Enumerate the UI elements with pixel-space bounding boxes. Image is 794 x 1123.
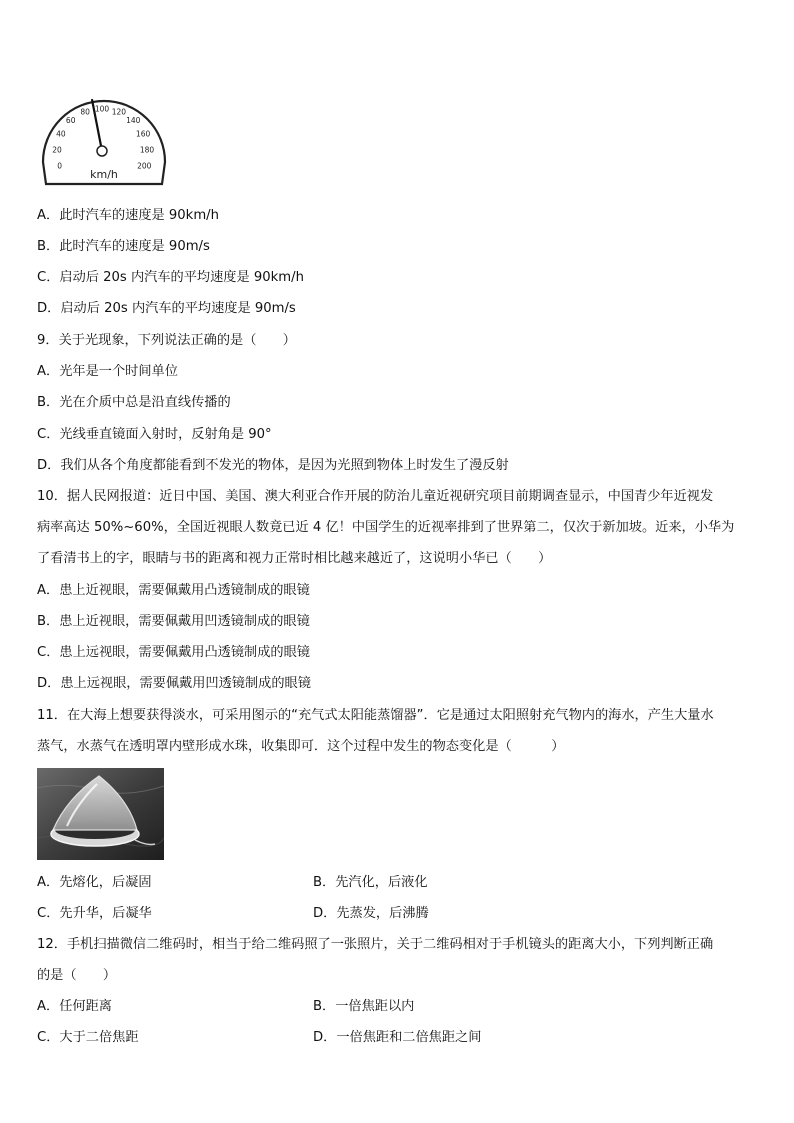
q10-stem-line-3: 了看清书上的字，眼睛与书的距离和视力正常时相比越来越近了，这说明小华已（ ） xyxy=(37,551,552,566)
q8-option-b: B．此时汽车的速度是 90m/s xyxy=(37,239,210,254)
speedometer-tick-label: 100 xyxy=(94,104,110,114)
needle-hub xyxy=(97,146,107,156)
q12-option-d: D．一倍焦距和二倍焦距之间 xyxy=(313,1030,482,1045)
q12-stem-line-1: 12．手机扫描微信二维码时，相当于给二维码照了一张照片，关于二维码相对于手机镜头的距离大小，下列判断正确 xyxy=(37,937,714,952)
q10-stem-line-1: 10．据人民网报道：近日中国、美国、澳大利亚合作开展的防治儿童近视研究项目前期调查显示，中国青少年近视发 xyxy=(37,489,714,504)
q9-stem: 9．关于光现象，下列说法正确的是（ ） xyxy=(37,333,296,348)
q10-stem-line-2: 病率高达 50%~60%，全国近视眼人数竟已近 4 亿！中国学生的近视率排到了世界第二，仅次于新加坡。近来，小华为 xyxy=(37,520,735,535)
q12-option-c: C．大于二倍焦距 xyxy=(37,1030,139,1045)
q10-option-c: C．患上远视眼，需要佩戴用凸透镜制成的眼镜 xyxy=(37,645,310,660)
q10-option-b: B．患上近视眼，需要佩戴用凹透镜制成的眼镜 xyxy=(37,614,310,629)
speedometer-tick-label: 80 xyxy=(80,107,90,117)
q9-option-b: B．光在介质中总是沿直线传播的 xyxy=(37,395,231,410)
q9-option-d: D．我们从各个角度都能看到不发光的物体，是因为光照到物体上时发生了漫反射 xyxy=(37,458,509,473)
q11-stem-line-2: 蒸气，水蒸气在透明罩内壁形成水珠，收集即可．这个过程中发生的物态变化是（ ） xyxy=(37,739,565,754)
q12-option-b: B．一倍焦距以内 xyxy=(313,999,415,1014)
speedometer-tick-label: 160 xyxy=(135,129,151,139)
q11-option-b: B．先汽化，后液化 xyxy=(313,875,428,890)
speedometer-tick-label: 120 xyxy=(111,107,127,117)
q11-stem-line-1: 11．在大海上想要获得淡水，可采用图示的“充气式太阳能蒸馏器”．它是通过太阳照射充气物内的海水，产生大量水 xyxy=(37,708,714,723)
speedometer-tick-label: 40 xyxy=(56,129,66,139)
q8-option-a: A．此时汽车的速度是 90km/h xyxy=(37,208,219,223)
q12-stem-line-2: 的是（ ） xyxy=(37,968,117,983)
q10-option-a: A．患上近视眼，需要佩戴用凸透镜制成的眼镜 xyxy=(37,583,310,598)
q9-option-a: A．光年是一个时间单位 xyxy=(37,364,178,379)
q10-option-d: D．患上远视眼，需要佩戴用凹透镜制成的眼镜 xyxy=(37,676,311,691)
speedometer-figure xyxy=(40,88,168,188)
q11-option-a: A．先熔化，后凝固 xyxy=(37,875,152,890)
q11-option-c: C．先升华，后凝华 xyxy=(37,906,152,921)
q8-option-d: D．启动后 20s 内汽车的平均速度是 90m/s xyxy=(37,301,296,316)
q11-option-d: D．先蒸发，后沸腾 xyxy=(313,906,429,921)
speedometer-unit: km/h xyxy=(90,168,118,181)
speedometer-tick-label: 180 xyxy=(139,145,155,155)
speedometer-tick-label: 200 xyxy=(137,161,152,171)
q8-option-c: C．启动后 20s 内汽车的平均速度是 90km/h xyxy=(37,270,304,285)
speedometer-tick-label: 20 xyxy=(52,145,62,155)
q9-option-c: C．光线垂直镜面入射时，反射角是 90° xyxy=(37,427,272,442)
speedometer-tick-label: 140 xyxy=(126,116,141,126)
q12-option-a: A．任何距离 xyxy=(37,999,112,1014)
speedometer-tick-label: 60 xyxy=(65,116,76,126)
speedometer-tick-label: 0 xyxy=(57,161,63,171)
solar-still-photo xyxy=(37,768,164,860)
